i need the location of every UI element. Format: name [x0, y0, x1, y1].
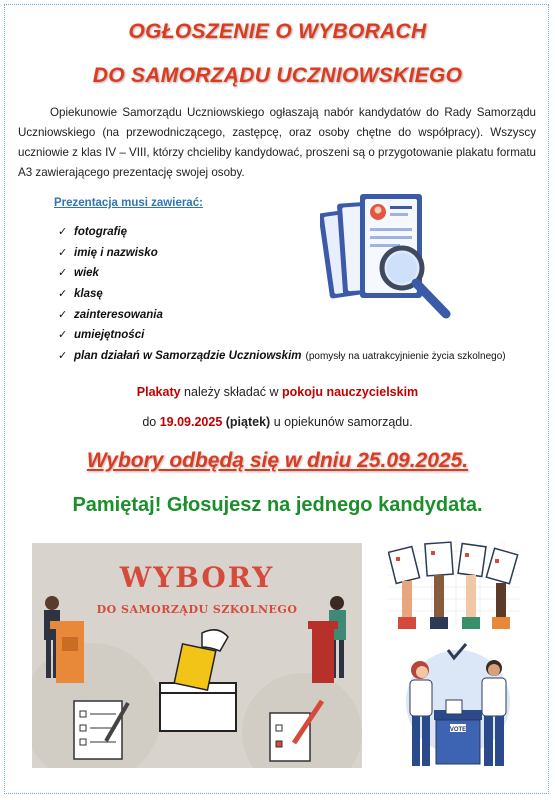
checkmark-icon: ✓ — [58, 350, 68, 363]
checkmark-icon: ✓ — [58, 308, 68, 321]
deadline-date: 19.09.2025 — [159, 415, 223, 429]
list-item-text: wiek — [74, 267, 99, 280]
posters-line — [0, 385, 555, 399]
list-item-text: fotografię — [74, 226, 128, 238]
voters-ballot-box-illustration — [398, 632, 518, 772]
checkmark-icon: ✓ — [58, 246, 68, 259]
checkmark-icon: ✓ — [58, 226, 68, 238]
ballot-box-label: VOTE — [449, 727, 467, 733]
deadline-post: u opiekunów samorządu. — [270, 415, 413, 429]
poster-subtitle: DO SAMORZĄDU SZKOLNEGO — [96, 603, 298, 616]
deadline-day: (piątek) — [222, 415, 271, 429]
posters-word: Plakaty — [136, 385, 181, 399]
list-item-text: klasę — [74, 288, 103, 301]
checkmark-icon: ✓ — [58, 267, 68, 280]
list-item-text: umiejętności — [74, 329, 145, 342]
list-item-note: (pomysły na uatrakcyjnienie życia szkolnego) — [305, 351, 506, 363]
checkmark-icon: ✓ — [58, 288, 68, 301]
election-poster-image — [32, 543, 362, 768]
announcement-title-line2: DO SAMORZĄDU UCZNIOWSKIEGO — [92, 64, 463, 87]
resume-magnifier-illustration — [320, 190, 455, 320]
poster-title: WYBORY — [119, 561, 275, 594]
announcement-title-line1: OGŁOSZENIE O WYBORACH — [128, 20, 427, 43]
list-item-text: plan działań w Samorządzie Uczniowskim — [74, 350, 302, 363]
posters-mid: należy składać w — [180, 385, 283, 399]
list-item — [58, 325, 506, 346]
remember-line: Pamiętaj! Głosujesz na jednego kandydata. — [72, 494, 483, 516]
posters-place: pokoju nauczycielskim — [282, 385, 419, 399]
list-item-text: imię i nazwisko — [74, 246, 158, 259]
deadline-pre: do — [142, 415, 160, 429]
list-item — [58, 346, 506, 367]
list-item-text: zainteresowania — [74, 308, 163, 321]
hands-ballots-illustration — [388, 541, 520, 629]
deadline-line — [0, 415, 555, 429]
intro-paragraph: Opiekunowie Samorządu Uczniowskiego ogłaszają nabór kandydatów do Rady Samorządu Uczniowskiego (na przewodniczącego, zastępcę, oraz osoby chętne do współpracy). Wszyscy uczniowie z klas IV – VIII, którzy chcieliby kandydować, proszeni są o przygotowanie plakatu formatu A3 zawierającego prezentację swojej osoby. — [18, 106, 536, 179]
election-date-line: Wybory odbędą się w dniu 25.09.2025. — [86, 449, 469, 472]
checkmark-icon: ✓ — [58, 329, 68, 342]
presentation-heading: Prezentacja musi zawierać: — [54, 197, 203, 209]
